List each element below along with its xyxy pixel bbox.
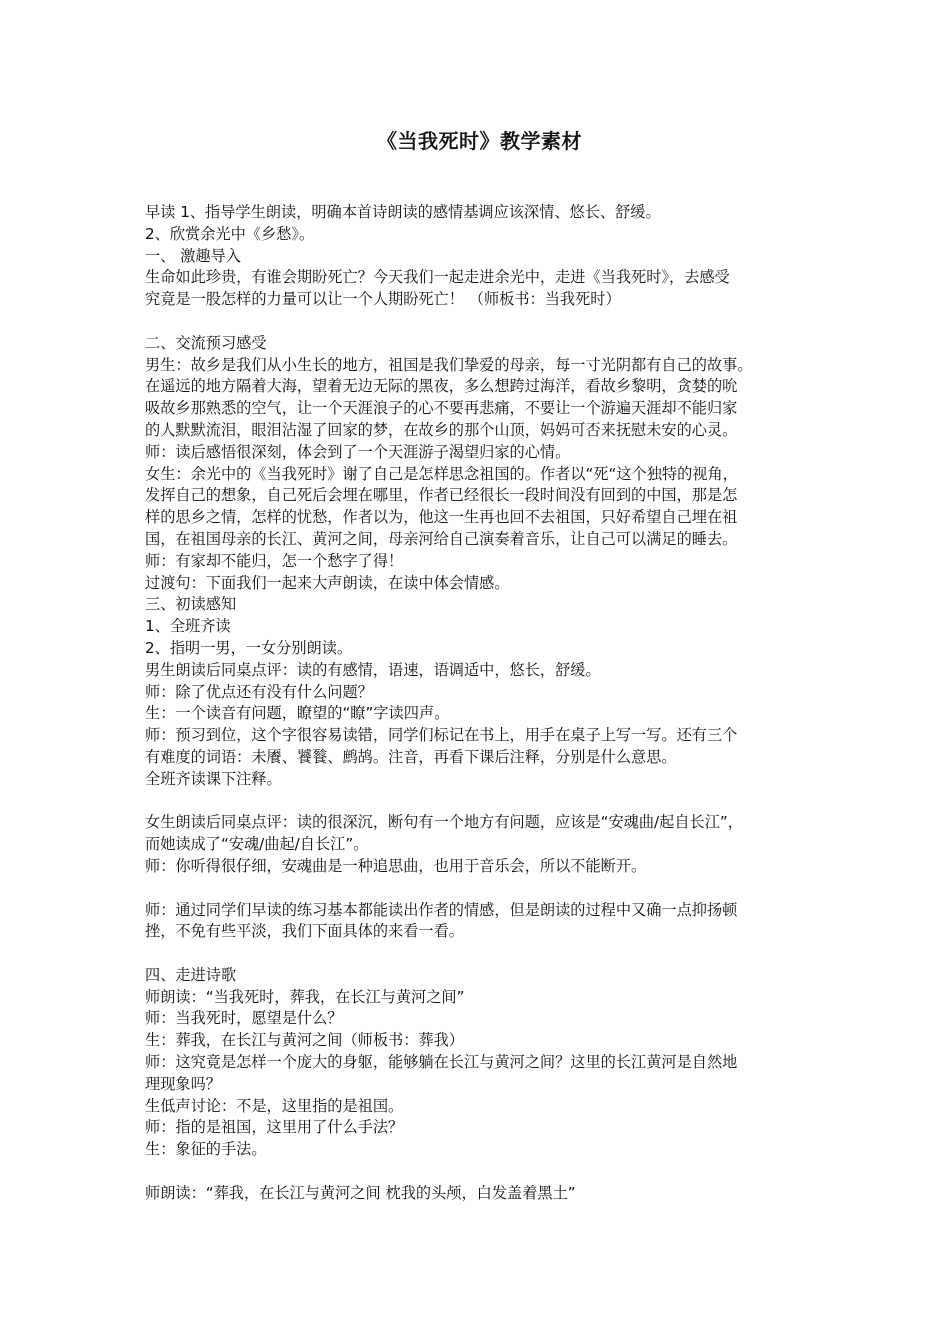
paragraph-line: 四、走进诗歌 [145, 965, 237, 984]
paragraph-line: 生：葬我，在长江与黄河之间（师板书：葬我） [145, 1031, 464, 1050]
paragraph-line: 男生：故乡是我们从小生长的地方，祖国是我们挚爱的母亲，每一寸光阴都有自己的故事。 [145, 355, 753, 374]
paragraph-line: 二、交流预习感受 [145, 333, 267, 352]
document-body [145, 202, 814, 1205]
paragraph-line: 生命如此珍贵，有谁会期盼死亡？今天我们一起走进余光中，走进《当我死时》，去感受 [145, 268, 730, 287]
paragraph-line: 1、全班齐读 [145, 617, 231, 636]
paragraph-line: 师：除了优点还有没有什么问题？ [145, 682, 373, 701]
paragraph-line: 生：象征的手法。 [145, 1140, 267, 1159]
blank-line [145, 791, 814, 813]
paragraph-line: 2、欣赏余光中《乡愁》。 [145, 224, 315, 243]
paragraph-line: 一、 激趣导入 [145, 246, 241, 265]
paragraph-line: 师：有家却不能归，怎一个愁字了得！ [145, 551, 404, 570]
paragraph-line: 有难度的词语：未餍、饕餮、鹧鸪。注音，再看下课后注释，分别是什么意思。 [145, 747, 677, 766]
paragraph-line: 2、指明一男，一女分别朗读。 [145, 638, 353, 657]
paragraph-line: 生低声讨论：不是，这里指的是祖国。 [145, 1096, 404, 1115]
paragraph-line: 理现象吗？ [145, 1074, 221, 1093]
document-title: 《当我死时》教学素材 [377, 129, 582, 153]
blank-line [145, 943, 814, 965]
paragraph-line: 师：指的是祖国，这里用了什么手法？ [145, 1118, 404, 1137]
paragraph-line: 师：通过同学们早读的练习基本都能读出作者的情感，但是朗读的过程中又确一点抑扬顿 [145, 900, 738, 919]
paragraph-line: 在遥远的地方隔着大海，望着无边无际的黑夜，多么想跨过海洋，看故乡黎明，贪婪的吮 [145, 377, 738, 396]
paragraph-line: 师朗读：“葬我，在长江与黄河之间 枕我的头颅，白发盖着黑土” [145, 1183, 576, 1202]
paragraph-line: 师朗读：“当我死时，葬我，在长江与黄河之间” [145, 987, 465, 1006]
paragraph-line: 女生：余光中的《当我死时》谢了自己是怎样思念祖国的。作者以“死“这个独特的视角， [145, 464, 738, 483]
paragraph-line: 生：一个读音有问题，瞭望的“瞭”字读四声。 [145, 704, 450, 723]
paragraph-line: 女生朗读后同桌点评：读的很深沉，断句有一个地方有问题，应该是“安魂曲/起自长江”， [145, 813, 743, 832]
paragraph-line: 挫，不免有些平淡，我们下面具体的来看一看。 [145, 922, 464, 941]
blank-line [145, 878, 814, 900]
paragraph-line: 全班齐读课下注释。 [145, 769, 282, 788]
paragraph-line: 男生朗读后同桌点评：读的有感情，语速，语调适中，悠长，舒缓。 [145, 660, 601, 679]
paragraph-line: 师：这究竟是怎样一个庞大的身躯，能够躺在长江与黄河之间？这里的长江黄河是自然地 [145, 1053, 738, 1072]
blank-line [145, 311, 814, 333]
paragraph-line: 而她读成了“安魂/曲起/自长江”。 [145, 835, 369, 854]
paragraph-line: 过渡句：下面我们一起来大声朗读，在读中体会情感。 [145, 573, 510, 592]
paragraph-line: 的人默默流泪，眼泪沾湿了回家的梦，在故乡的那个山顶，妈妈可否来抚慰未安的心灵。 [145, 420, 738, 439]
paragraph-line: 究竟是一股怎样的力量可以让一个人期盼死亡！ （师板书：当我死时） [145, 290, 621, 309]
paragraph-line: 早读 1、指导学生朗读，明确本首诗朗读的感情基调应该深情、悠长、舒缓。 [145, 203, 661, 221]
paragraph-line: 吸故乡那熟悉的空气，让一个天涯浪子的心不要再悲痛，不要让一个游遍天涯却不能归家 [145, 399, 738, 418]
paragraph-line: 发挥自己的想象，自己死后会埋在哪里，作者已经很长一段时间没有回到的中国，那是怎 [145, 486, 738, 505]
paragraph-line: 样的思乡之情，怎样的忧愁，作者以为，他这一生再也回不去祖国，只好希望自己埋在祖 [145, 508, 738, 527]
paragraph-line: 师：预习到位，这个字很容易读错，同学们标记在书上，用手在桌子上写一写。还有三个 [145, 726, 738, 745]
paragraph-line: 国，在祖国母亲的长江、黄河之间，母亲河给自己演奏着音乐，让自己可以满足的睡去。 [145, 529, 738, 548]
paragraph-line: 三、初读感知 [145, 595, 237, 614]
paragraph-line: 师：当我死时，愿望是什么？ [145, 1009, 343, 1028]
blank-line [145, 1161, 814, 1183]
paragraph-line: 师：读后感悟很深刻，体会到了一个天涯游子渴望归家的心情。 [145, 442, 571, 461]
paragraph-line: 师：你听得很仔细，安魂曲是一种追思曲，也用于音乐会，所以不能断开。 [145, 856, 647, 875]
